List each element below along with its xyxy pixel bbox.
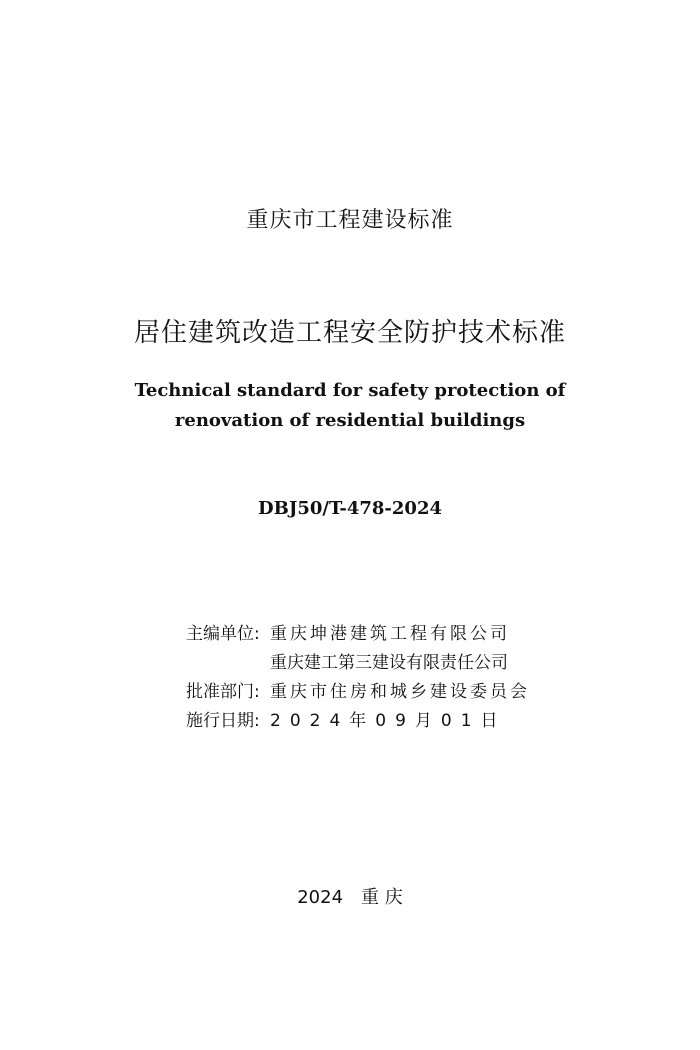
editor-row-2 <box>186 649 530 678</box>
effective-date-label: 施行日期: <box>186 711 260 731</box>
approver-unit: 重庆市住房和城乡建设委员会 <box>270 682 530 702</box>
publication-place: 重 庆 <box>361 887 403 908</box>
editor-unit-1: 重庆坤港建筑工程有限公司 <box>270 624 510 644</box>
effective-date: 2024年09月01日 <box>270 711 507 731</box>
standard-code: DBJ50/T-478-2024 <box>258 498 442 519</box>
document-title-chinese: 居住建筑改造工程安全防护技术标准 <box>133 318 566 348</box>
editor-unit-2: 重庆建工第三建设有限责任公司 <box>270 653 508 673</box>
document-title-english <box>0 376 700 436</box>
editor-label: 主编单位: <box>186 624 260 644</box>
approver-row <box>186 678 530 707</box>
publication-footer <box>0 883 700 909</box>
editor-row <box>186 620 530 649</box>
standard-series-title: 重庆市工程建设标准 <box>246 208 454 233</box>
english-title-line-1: Technical standard for safety protection of <box>134 380 566 401</box>
publication-info <box>186 620 530 736</box>
publication-year: 2024 <box>297 887 344 908</box>
effective-date-row <box>186 707 530 736</box>
english-title-line-2: renovation of residential buildings <box>174 410 526 431</box>
approver-label: 批准部门: <box>186 682 260 702</box>
